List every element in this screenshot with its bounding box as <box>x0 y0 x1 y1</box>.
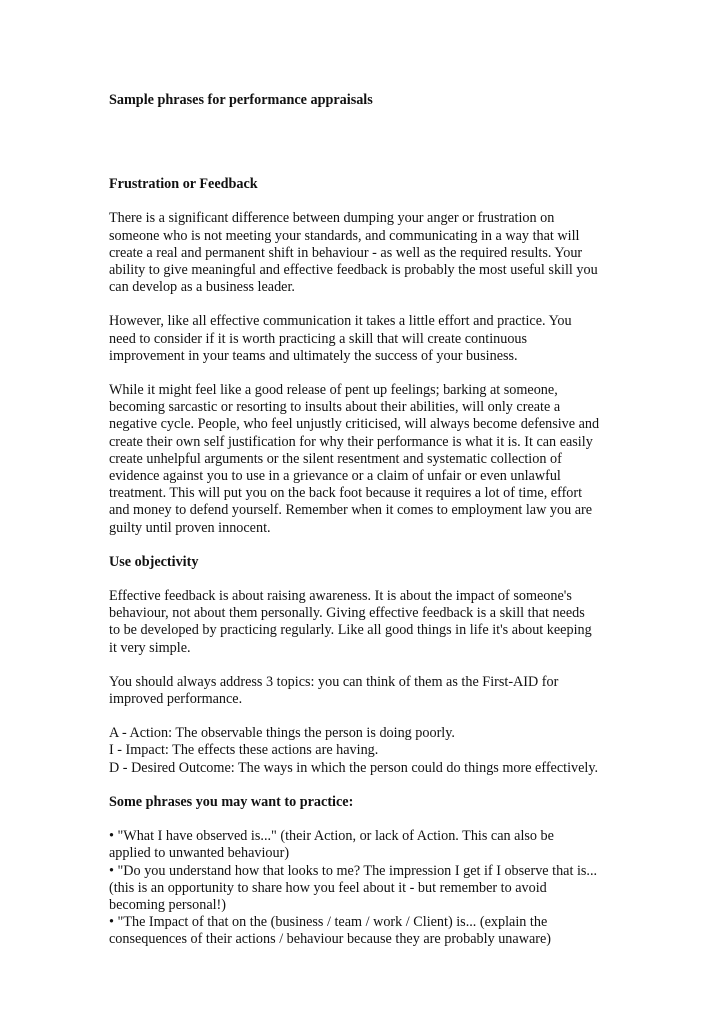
text-line: (this is an opportunity to share how you feel about it - but remember to avoid <box>109 879 547 896</box>
paragraph <box>109 725 621 777</box>
text-line: D - Desired Outcome: The ways in which the person could do things more effectively. <box>109 759 599 776</box>
paragraph <box>109 313 621 365</box>
text-line: improved performance. <box>109 691 243 708</box>
text-line: becoming personal!) <box>109 896 227 913</box>
text-line: A - Action: The observable things the person is doing poorly. <box>109 725 455 742</box>
sections-container <box>109 176 621 965</box>
text-line: behaviour, not about them personally. Giving effective feedback is a skill that needs <box>109 605 585 622</box>
paragraph <box>109 210 621 296</box>
text-line: can develop as a business leader. <box>109 279 295 296</box>
text-line: need to consider if it is worth practicing a skill that will create continuous <box>109 330 528 347</box>
text-line: and money to defend yourself. Remember when it comes to employment law you are <box>109 502 593 519</box>
text-line: becoming sarcastic or resorting to insults about their abilities, will only create a <box>109 399 561 416</box>
text-line: ability to give meaningful and effective feedback is probably the most useful skill you <box>109 262 598 279</box>
text-line: create a real and permanent shift in behaviour - as well as the required results. Your <box>109 244 583 261</box>
text-line: While it might feel like a good release of pent up feelings; barking at someone, <box>109 382 558 399</box>
text-line: negative cycle. People, who feel unjustly criticised, will always become defensive and <box>109 416 600 433</box>
paragraph <box>109 382 621 537</box>
text-line: I - Impact: The effects these actions are having. <box>109 742 379 759</box>
text-line: You should always address 3 topics: you can think of them as the First-AID for <box>109 673 559 690</box>
text-line: treatment. This will put you on the back foot because it requires a lot of time, effort <box>109 485 583 502</box>
document-body <box>109 92 621 966</box>
text-line: someone who is not meeting your standards, and communicating in a way that will <box>109 227 580 244</box>
paragraph <box>109 828 621 948</box>
text-line: Effective feedback is about raising awareness. It is about the impact of someone's <box>109 588 572 605</box>
text-line: create their own self justification for why their performance is what it is. It can easily <box>109 433 593 450</box>
section-heading: Use objectivity <box>109 553 199 570</box>
text-line: guilty until proven innocent. <box>109 519 271 536</box>
text-line: evidence against you to use in a grievance or a claim of unfair or even unlawful <box>109 468 561 485</box>
text-line: it very simple. <box>109 639 191 656</box>
text-line: to be developed by practicing regularly. Like all good things in life it's about keeping <box>109 622 592 639</box>
text-line: However, like all effective communication it takes a little effort and practice. You <box>109 313 572 330</box>
section-heading: Some phrases you may want to practice: <box>109 793 354 810</box>
text-line: There is a significant difference between dumping your anger or frustration on <box>109 210 555 227</box>
paragraph <box>109 588 621 657</box>
paragraph <box>109 674 621 708</box>
text-line: • "Do you understand how that looks to me? The impression I get if I observe that is... <box>109 862 598 879</box>
text-line: applied to unwanted behaviour) <box>109 845 290 862</box>
text-line: improvement in your teams and ultimately the success of your business. <box>109 347 518 364</box>
text-line: consequences of their actions / behaviour because they are probably unaware) <box>109 931 551 948</box>
text-line: create unhelpful arguments or the silent resentment and systematic collection of <box>109 450 562 467</box>
text-line: • "What I have observed is..." (their Action, or lack of Action. This can also be <box>109 828 554 845</box>
text-line: • "The Impact of that on the (business / team / work / Client) is... (explain the <box>109 914 548 931</box>
page-title: Sample phrases for performance appraisals <box>109 92 373 108</box>
section-heading: Frustration or Feedback <box>109 176 258 193</box>
